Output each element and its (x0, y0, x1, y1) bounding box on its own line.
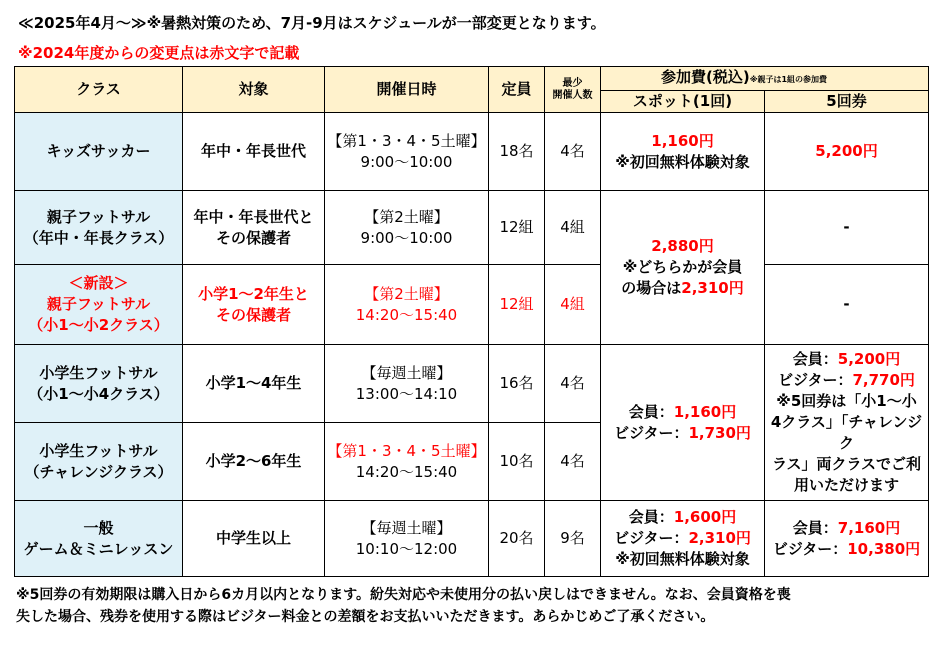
visitor-price: 10,380円 (847, 539, 921, 558)
elementary-ticket-fee (765, 345, 929, 501)
class-name-line: （小1～小4クラス） (28, 384, 169, 403)
visitor-label: ビジター： (614, 529, 689, 547)
target (183, 265, 325, 345)
min-participants: 4名 (545, 423, 601, 501)
general-spot-fee (601, 501, 765, 577)
class-name: キッズサッカー (15, 113, 183, 191)
spot-member (603, 507, 762, 528)
capacity: 16名 (489, 345, 545, 423)
class-name (15, 501, 183, 577)
target: 年中・年長世代 (183, 113, 325, 191)
schedule-day: 【第2土曜】 (364, 207, 449, 226)
target: 小学2～6年生 (183, 423, 325, 501)
footer-line: 失した場合、残券を使用する際はビジター料金との差額をお支払いいただきます。あらかじめご了承ください。 (16, 609, 715, 625)
class-name (15, 265, 183, 345)
col-header-min-line1: 最少 (562, 77, 583, 89)
member-label: 会員： (628, 402, 674, 421)
schedule-time: 9:00～10:00 (360, 228, 453, 247)
capacity: 20名 (489, 501, 545, 577)
schedule-day: 【第2土曜】 (364, 284, 449, 303)
class-name-line: 親子フットサル (46, 295, 151, 313)
ticket-visitor (767, 370, 926, 391)
class-name-line: （年中・年長クラス） (23, 228, 174, 247)
schedule (325, 423, 489, 501)
schedule-day: 【毎週土曜】 (361, 518, 452, 537)
class-name-line: 小学生フットサル (39, 441, 158, 460)
ticket-fee: 5,200円 (765, 113, 929, 191)
oyako-note2-prefix: の場合は (621, 279, 682, 297)
target (183, 191, 325, 265)
oyako-note1: ※どちらかが会員 (622, 258, 743, 276)
visitor-label: ビジター： (614, 423, 689, 442)
col-header-fee (601, 67, 929, 91)
class-name (15, 191, 183, 265)
schedule-time: 10:10～12:00 (355, 539, 458, 558)
member-label: 会員： (628, 508, 674, 526)
ticket-note-line: ※5回券は「小1～小 (776, 392, 917, 410)
schedule (325, 265, 489, 345)
class-name (15, 423, 183, 501)
schedule (325, 501, 489, 577)
table-row (15, 113, 929, 191)
schedule (325, 191, 489, 265)
schedule-time: 9:00～10:00 (360, 152, 453, 171)
ticket-member (767, 349, 926, 370)
general-ticket-fee (765, 501, 929, 577)
capacity: 10名 (489, 423, 545, 501)
spot-visitor (603, 423, 762, 444)
col-header-class: クラス (15, 67, 183, 113)
table-row (15, 265, 929, 345)
ticket-fee: - (765, 265, 929, 345)
visitor-label: ビジター： (772, 539, 848, 558)
schedule-day: 【第1・3・4・5土曜】 (327, 131, 486, 150)
schedule-time: 14:20～15:40 (355, 462, 458, 481)
col-header-target: 対象 (183, 67, 325, 113)
oyako-note2 (603, 278, 762, 299)
class-name-line: 親子フットサル (46, 207, 151, 226)
col-header-min-participants (545, 67, 601, 113)
class-name-line: （小1～小2クラス） (28, 316, 169, 334)
target: 中学生以上 (183, 501, 325, 577)
fee-note: ※親子は1組の参加費 (749, 75, 828, 84)
target-line: 小学1～2年生と (198, 284, 309, 303)
capacity: 12組 (489, 265, 545, 345)
min-participants: 4組 (545, 191, 601, 265)
spot-member (603, 402, 762, 423)
member-price: 1,600円 (673, 508, 737, 526)
spot-note: ※初回無料体験対象 (615, 550, 750, 568)
visitor-price: 7,770円 (852, 371, 915, 389)
class-name-line: （チャレンジクラス） (24, 462, 173, 481)
member-price: 5,200円 (837, 350, 901, 368)
schedule-day: 【第1・3・4・5土曜】 (327, 441, 486, 460)
visitor-price: 1,730円 (688, 423, 751, 442)
elementary-spot-fee (601, 345, 765, 501)
col-header-ticket5: 5回券 (765, 91, 929, 113)
capacity: 12組 (489, 191, 545, 265)
col-header-capacity: 定員 (489, 67, 545, 113)
class-name-line: 一般 (83, 518, 114, 537)
class-name (15, 345, 183, 423)
table-row (15, 345, 929, 423)
target-line: その保護者 (215, 305, 291, 324)
min-participants: 4名 (545, 345, 601, 423)
spot-fee (601, 113, 765, 191)
header-notice: ≪2025年4月～≫※暑熱対策のため、7月-9月はスケジュールが一部変更となります。 (18, 14, 606, 32)
ticket-note-line: 用いただけます (793, 476, 899, 494)
ticket-fee: - (765, 191, 929, 265)
spot-price: 1,160円 (651, 131, 714, 150)
col-header-min-line2: 開催人数 (552, 89, 593, 101)
footer-line: ※5回券の有効期限は購入日から6カ月以内となります。紛失対応や未使用分の払い戻しはできません。なお、会員資格を喪 (16, 587, 791, 603)
table-row (15, 191, 929, 265)
col-header-spot: スポット(1回) (601, 91, 765, 113)
member-label: 会員： (792, 350, 838, 368)
spot-note: ※初回無料体験対象 (615, 152, 750, 171)
member-price: 1,160円 (673, 402, 737, 421)
min-participants: 4名 (545, 113, 601, 191)
schedule-time: 14:20～15:40 (355, 305, 458, 324)
min-participants: 9名 (545, 501, 601, 577)
ticket-note-line: ラス」両クラスでご利 (771, 455, 922, 473)
oyako-spot-fee (601, 191, 765, 345)
member-price: 7,160円 (837, 518, 901, 537)
target-line: 年中・年長世代と (193, 207, 314, 226)
member-label: 会員： (792, 518, 838, 537)
visitor-label: ビジター： (778, 371, 853, 389)
footer-note (16, 584, 926, 628)
capacity: 18名 (489, 113, 545, 191)
visitor-price: 2,310円 (688, 529, 751, 547)
ticket-member (767, 518, 926, 539)
fee-title: 参加費(税込) (661, 68, 750, 86)
ticket-note-line: 4クラス」「チャレンジク (770, 413, 923, 452)
target: 小学1～4年生 (183, 345, 325, 423)
class-name-line: ゲーム＆ミニレッスン (23, 539, 174, 558)
schedule-day: 【毎週土曜】 (361, 363, 452, 382)
table-row (15, 501, 929, 577)
new-badge: ＜新設＞ (68, 274, 129, 292)
schedule (325, 113, 489, 191)
oyako-price: 2,880円 (651, 237, 714, 255)
schedule-table (14, 66, 929, 577)
class-name-line: 小学生フットサル (39, 363, 158, 382)
target-line: その保護者 (215, 228, 291, 247)
schedule-time: 13:00～14:10 (355, 384, 458, 403)
oyako-note2-price: 2,310円 (681, 279, 744, 297)
spot-visitor (603, 528, 762, 549)
min-participants: 4組 (545, 265, 601, 345)
header-change-note: ※2024年度からの変更点は赤文字で記載 (18, 44, 300, 62)
ticket-visitor (767, 539, 926, 560)
schedule (325, 345, 489, 423)
col-header-schedule: 開催日時 (325, 67, 489, 113)
table-header-row (15, 67, 929, 91)
